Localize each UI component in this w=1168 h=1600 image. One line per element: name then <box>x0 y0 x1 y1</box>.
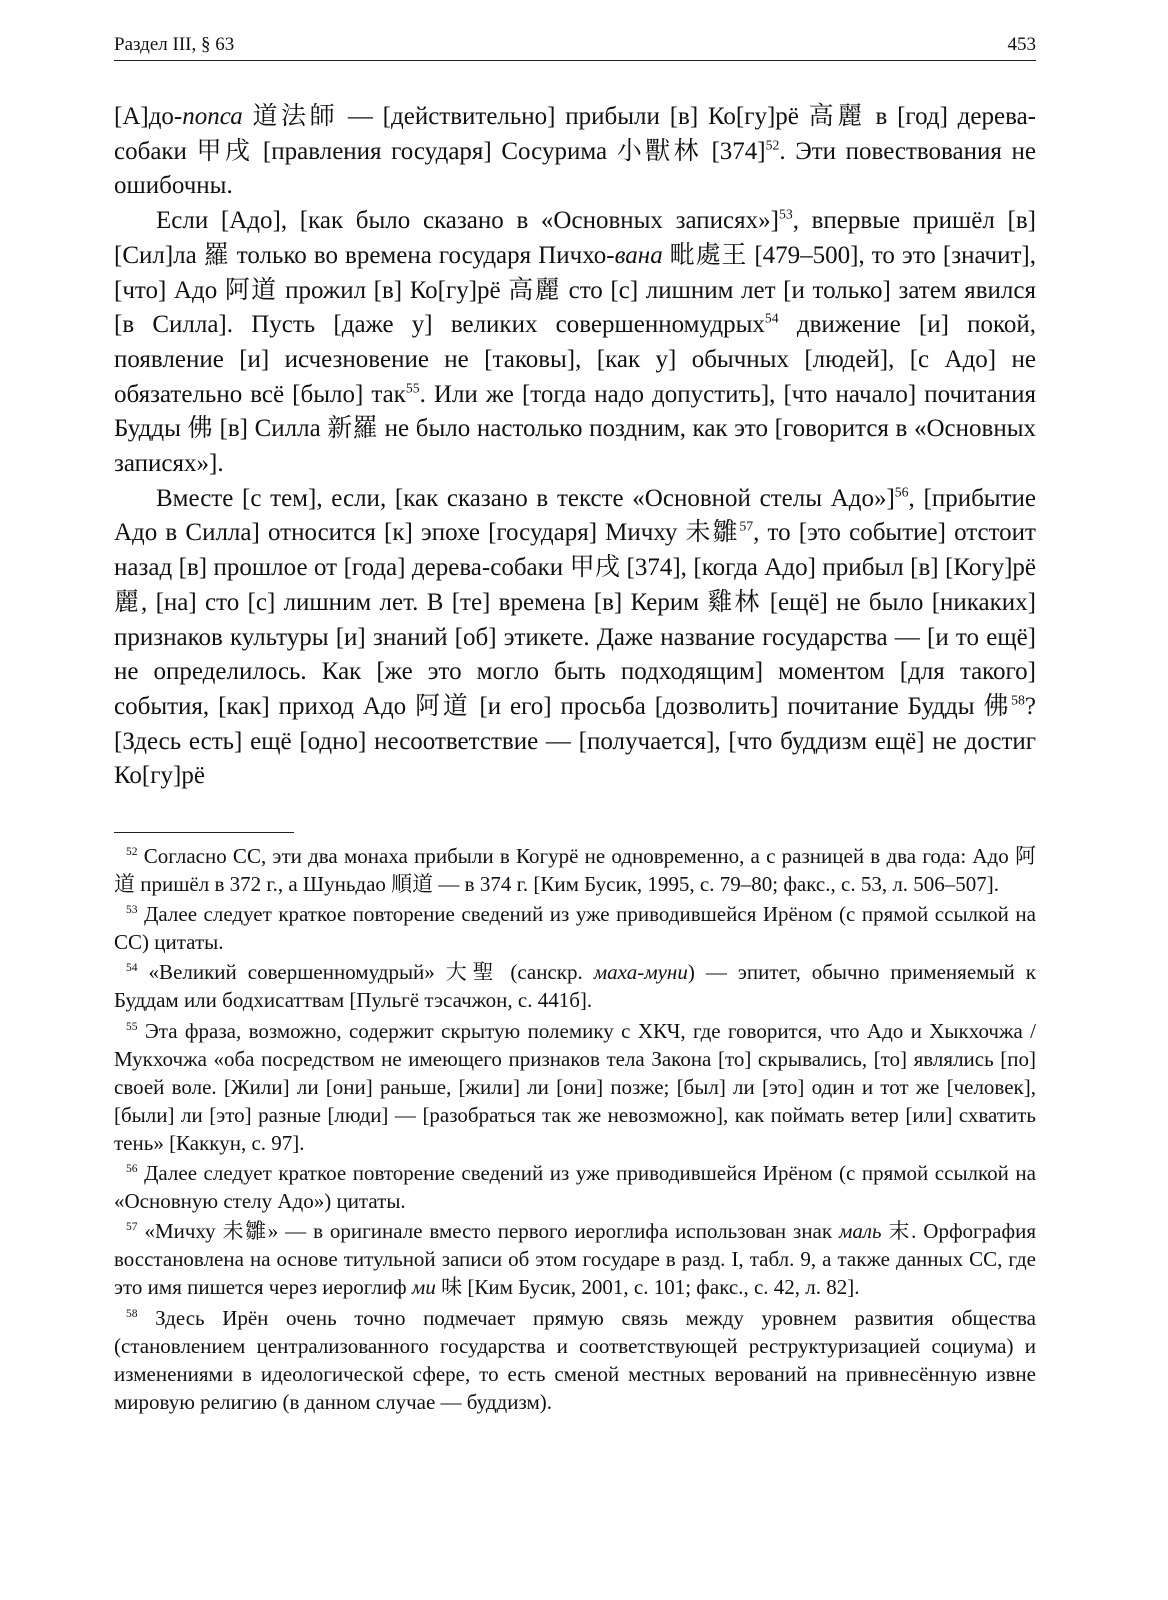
footnote <box>114 842 1036 898</box>
footnote <box>114 1017 1036 1157</box>
italic-term: маль <box>838 1219 882 1244</box>
italic-term: ми <box>411 1275 436 1300</box>
text-run: . Эти повествования не ошибочны. <box>114 137 1036 200</box>
footnote-ref: 53 <box>778 206 793 222</box>
text-run: Согласно СС, эти два монаха прибыли в Когурё не одновременно, а с разницей в два года: Адо 阿道 пришёл в 372 г., а Шуньдао 順道 — в 374 г. [Ким Бусик, 1995, с. 79–80; факс., с. 53, л. 506–507]. <box>114 844 1036 897</box>
text-run: ) — эпитет, обычно применяемый к Буддам или бодхисаттвам [Пульгё тэсачжон, с. 441б]. <box>114 960 1036 1013</box>
footnote-ref: 57 <box>126 1221 138 1234</box>
italic-term: попса <box>182 103 243 130</box>
footnote <box>114 1159 1036 1215</box>
main-text <box>114 100 1036 794</box>
section-title: Раздел III, § 63 <box>114 34 235 55</box>
footnote-ref: 58 <box>126 1307 138 1320</box>
footnote-ref: 56 <box>126 1163 138 1176</box>
paragraph <box>114 100 1036 204</box>
italic-term: маха-муни <box>593 960 688 985</box>
page-number: 453 <box>1007 34 1036 55</box>
text-run: 毗處王 [479–500], то это [значит], [что] Адо 阿道 прожил [в] Ко[гу]рё 高麗 сто [с] лишним лет [и только] затем явился [в Силла]. Пусть [даже у] великих совершенномудрых <box>114 241 1036 339</box>
text-run: Далее следует краткое повторение сведений из уже приводившейся Ирёном (с прямой ссылкой на «Основную стелу Адо») цитаты. <box>114 1161 1036 1214</box>
footnote <box>114 900 1036 956</box>
running-header <box>114 30 1036 61</box>
paragraph <box>114 482 1036 794</box>
footnote-ref: 52 <box>126 846 138 858</box>
italic-term: вана <box>614 241 663 269</box>
footnote-ref: 54 <box>764 310 779 326</box>
text-run: 末. Орфография восстановлена на основе титульной записи об этом государе в разд. I, табл. 9, а также данных СС, где это имя пишется через иероглиф <box>114 1219 1037 1300</box>
footnote-ref: 54 <box>126 962 138 975</box>
footnote <box>114 1217 1036 1301</box>
text-run: движение [и] покой, появление [и] исчезновение не [таковы], [как у] обычных [людей], [с Адо] не обязательно всё [было] так <box>114 311 1036 408</box>
footnote-ref: 55 <box>405 380 420 396</box>
text-run: , впервые пришёл [в] [Сил]ла 羅 только во времена государя Пичхо- <box>114 207 1036 269</box>
footnote-divider <box>114 832 294 833</box>
footnotes <box>114 842 1036 1418</box>
footnote <box>114 958 1036 1014</box>
text-run: Эта фраза, возможно, содержит скрытую полемику с ХКЧ, где говорится, что Адо и Хыкхочжа / Мукхочжа «оба посредством не имеющего признаков тела Закона [то] скрывались, [то] являлись [по] своей воле. [Жили] ли [они] раньше, [жили] ли [они] позже; [был] ли [это] один и тот же [человек], [были] ли [это] разные [люди] — [разобраться так же невозможно], как поймать ветер [или] схватить тень» [Каккун, с. 97]. <box>114 1018 1036 1155</box>
text-run: «Великий совершенномудрый» 大聖 (санскр. <box>137 960 594 985</box>
footnote-ref: 56 <box>894 484 909 500</box>
text-run: 味 [Ким Бусик, 2001, с. 101; факс., с. 42, л. 82]. <box>435 1275 860 1300</box>
text-run: . Или же [тогда надо допустить], [что начало] почитания Будды 佛 [в] Силла 新羅 не было настолько поздним, как это [говорится в «Основных записях»]. <box>114 380 1037 478</box>
text-run: [А]до- <box>114 103 183 130</box>
text-run: Если [Адо], [как было сказано в «Основных записях»] <box>156 207 779 235</box>
text-run: , то [это событие] отстоит назад [в] прошлое от [года] дерева-собаки 甲戌 [374], [когда Адо] прибыл [в] [Когу]рё 麗, [на] сто [с] лишним лет. В [те] времена [в] Керим 雞林 [ещё] не было [никаких] признаков культуры [и] знаний [об] этикете. Даже название государства — [и то ещё] не определилось. Как [же это могло быть подходящим] моментом [для такого] события, [как] приход Адо 阿道 [и его] просьба [дозволить] почитание Будды 佛 <box>114 519 1036 720</box>
footnote <box>114 1304 1036 1416</box>
footnote-ref: 53 <box>126 904 138 917</box>
text-run: «Мичху 未雛» — в оригинале вместо первого иероглифа использован знак <box>137 1219 839 1244</box>
text-run: Здесь Ирён очень точно подмечает прямую связь между уровнем развития общества (становлением централизованного государства и соответствующей реструктуризацией социума) и изменениями в идеологической сфере, то есть сменой местных верований на привнесённую извне мировую религию (в данном случае — буддизм). <box>114 1305 1036 1414</box>
paragraph <box>114 204 1036 482</box>
footnote-ref: 57 <box>739 519 754 535</box>
footnote-ref: 55 <box>126 1020 138 1033</box>
text-run: ? [Здесь есть] ещё [одно] несоответствие — [получается], [что буддизм ещё] не достиг Ко[гу]рё <box>114 692 1036 790</box>
footnote-ref: 58 <box>1011 692 1025 708</box>
text-run: , [прибытие Адо в Силла] относится [к] эпохе [государя] Мичху 未雛 <box>114 484 1036 547</box>
text-run: Далее следует краткое повторение сведений из уже приводившейся Ирёном (с прямой ссылкой на СС) цитаты. <box>114 902 1036 955</box>
text-run: Вместе [с тем], если, [как сказано в тексте «Основной стелы Адо»] <box>156 484 895 512</box>
footnote-ref: 52 <box>765 137 780 153</box>
text-run: 道法師 — [действительно] прибыли [в] Ко[гу]рё 高麗 в [год] дерева-собаки 甲戌 [правления государя] Сосурима 小獸林 [374] <box>114 103 1036 165</box>
